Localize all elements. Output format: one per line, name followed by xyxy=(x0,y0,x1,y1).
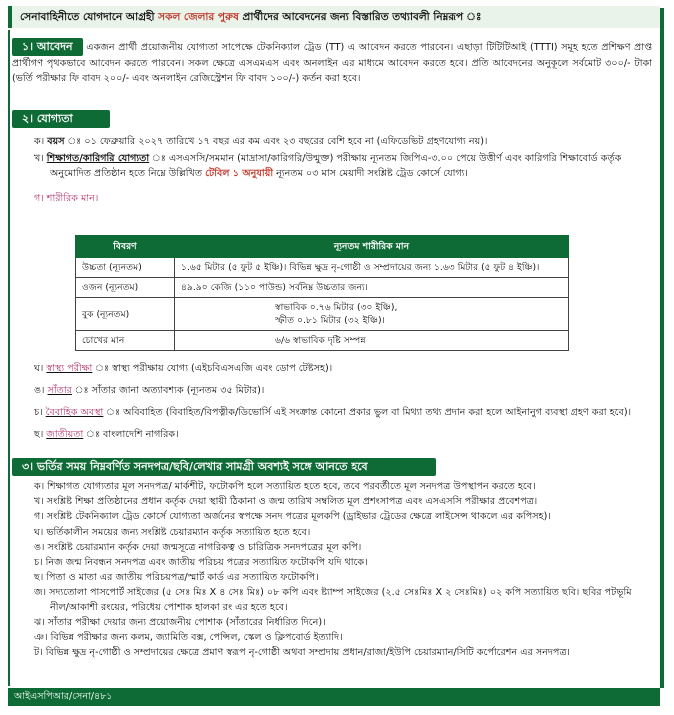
application-text: একজন প্রার্থী প্রয়োজনীয় যোগ্যতা সাপেক্ষে টেকনিক্যাল ট্রেড (TT) এ আবেদন করতে পারবেন। এছাড়া টিটিটিআই (TTTI) সমূহ হতে প্রশিক্ষণ প্রাপ্ত প্রার্থীগণ পৃথকভাবে আবেদন করতে পারবেন। সকল ক্ষেত্রে এসএমএস এবং অনলাইন এর মাধ্যমে আবেদন করতে হবে। প্রতি আবেদনের অনুকূলে সর্বমোট ৩০০/- টাকা (ভর্তি পরীক্ষার ফি বাবদ ২০০/- এবং অনলাইন রেজিস্ট্রেশন ফি বাবদ ১০০/-) কর্তন করা হবে। xyxy=(12,42,652,84)
education-item xyxy=(34,151,652,181)
swimming-item xyxy=(34,383,652,398)
row-value: ৪৯.৯০ কেজি (১১০ পাউন্ড) সর্বনিম্ন উচ্চতার জন্য। xyxy=(175,278,569,298)
swimming-key: সাঁতার xyxy=(47,385,72,396)
row-value: ১.৬৫ মিটার (৫ ফুট ৫ ইঞ্চি)। বিভিন্ন ক্ষুদ্র নৃ-গোষ্ঠী ও সম্প্রদায়ের জন্য ১.৬৩ মিটার (৫ ফুট ৪ ইঞ্চি)। xyxy=(175,258,569,278)
right-border xyxy=(660,8,664,688)
table-head-standard: ন্যূনতম শারীরিক মান xyxy=(175,236,569,258)
row-value: স্বাভাবিক ০.৭৬ মিটার (৩০ ইঞ্চি), স্ফীত ০.৮১ মিটার (৩২ ইঞ্চি)। xyxy=(175,298,569,331)
health-item xyxy=(34,361,652,376)
table-head-description: বিবরণ xyxy=(76,236,175,258)
footer-reference: আইএসপিআর/সেনা/৪৮১ xyxy=(8,688,660,706)
left-border xyxy=(8,30,10,686)
age-item xyxy=(34,134,652,149)
table-reference: টেবিল ১ অনুযায়ী xyxy=(205,168,274,179)
education-text-2: ন্যূনতম ০৩ মাস মেয়াদী সংশ্লিষ্ট ট্রেড কোর্সে যোগ্য। xyxy=(273,168,468,179)
nationality-text: ঃ বাংলাদেশি নাগরিক। xyxy=(83,429,179,440)
section-2-title: ২। যোগ্যতা xyxy=(12,110,110,128)
table-row xyxy=(76,331,569,351)
section-3-title: ৩। ভর্তির সময় নিম্নবর্ণিত সনদপত্র/ছবি/লেখার সামগ্রী অবশ্যই সঙ্গে আনতে হবে xyxy=(12,458,436,476)
section-documents xyxy=(12,458,652,661)
documents-list xyxy=(12,480,652,660)
age-prefix: ক। xyxy=(34,136,48,147)
list-item: ছ। পিতা ও মাতা এর জাতীয় পরিচয়পত্র/স্মার্ট কার্ড এর সত্যায়িত ফটোকপি। xyxy=(34,572,319,584)
list-item: ঙ। সংশ্লিষ্ট চেয়ারম্যান কর্তৃক দেয়া জন্মসূত্রে নাগরিকত্ব ও চারিত্রিক সনদপত্রের মূল কপি। xyxy=(34,541,362,553)
physical-standard-label: গ। শারীরিক মান। xyxy=(34,193,99,204)
age-key: বয়স xyxy=(47,136,65,147)
table-row xyxy=(76,278,569,298)
swimming-text: ঃ সাঁতার জানা অত্যাবশ্যক (ন্যূনতম ৩৫ মিটার)। xyxy=(71,385,265,396)
list-item: গ। সংশ্লিষ্ট টেকনিক্যাল ট্রেড কোর্সে যোগ্যতা অর্জনের স্বপক্ষে সনদ পত্রের মূলকপি (ড্রাইভার ট্রেডের ক্ষেত্রে লাইসেন্স থাকলে এর কপিসহ)। xyxy=(34,511,551,523)
row-label: বুক (ন্যূনতম) xyxy=(76,298,175,331)
table-row xyxy=(76,258,569,278)
education-prefix: খ। xyxy=(34,153,47,164)
nationality-key: জাতীয়তা xyxy=(46,429,84,440)
health-prefix: ঘ। xyxy=(34,363,47,374)
list-item: ঞ। বিভিন্ন পরীক্ষার জন্য কলম, জ্যামিতি বক্স, পেন্সিল, স্কেল ও ক্লিপবোর্ড ইত্যাদি। xyxy=(34,632,343,644)
marital-key: বৈবাহিক অবস্থা xyxy=(45,407,104,418)
list-item: ঘ। ভর্তিকালীন সময়ের জন্য সংশ্লিষ্ট চেয়ারম্যান কর্তৃক সত্যায়িত হতে হবে। xyxy=(34,526,311,538)
education-text-1: ঃ এসএসসি/সমমান (মাদ্রাসা/কারিগরি/উন্মুক্ত) পরীক্ষায় ন্যূনতম জিপিএ-৩.০০ পেয়ে উত্তীর্ণ এবং কারিগরি শিক্ষাবোর্ড কর্তৃক অনুমোদিত প্রতিষ্ঠান হতে নিম্নে উল্লিখিত xyxy=(50,153,622,179)
list-item: ট। বিভিন্ন ক্ষুদ্র নৃ-গোষ্ঠী ও সম্প্রদায়ের ক্ষেত্রে প্রমাণ স্বরূপ নৃ-গোষ্ঠী অথবা সম্প্রদায় প্রধান/রাজা/ইউপি চেয়ারম্যান/সিটি কর্পোরেশন এর সনদপত্র। xyxy=(34,647,570,659)
row-label: ওজন (ন্যূনতম) xyxy=(76,278,175,298)
row-label: উচ্চতা (ন্যূনতম) xyxy=(76,258,175,278)
age-text: ঃ ০১ ফেব্রুয়ারি ২০২৭ তারিখে ১৭ বছর এর কম এবং ২৩ বছরের বেশি হবে না (এফিডেভিট গ্রহণযোগ্য নয়)। xyxy=(64,136,488,147)
marital-item xyxy=(34,405,652,420)
health-text: ঃ স্বাস্থ্য পরীক্ষায় যোগ্য (এইচবিএসএজি এবং ডোপ টেষ্টসহ)। xyxy=(92,363,333,374)
physical-standard-table xyxy=(75,235,569,351)
header-highlight: সকল জেলার পুরুষ xyxy=(158,11,239,23)
section-application xyxy=(12,38,652,86)
header-intro: সেনাবাহিনীতে যোগদানে আগ্রহী xyxy=(20,11,159,23)
row-label: চোখের মান xyxy=(76,331,175,351)
row-value: ৬/৬ স্বাভাবিক দৃষ্টি সম্পন্ন xyxy=(175,331,569,351)
header-rest: প্রার্থীদের আবেদনের জন্য বিস্তারিত তথ্যাবলী নিম্নরূপ ঃ xyxy=(238,11,482,23)
nationality-prefix: ছ। xyxy=(34,429,47,440)
application-paragraph xyxy=(12,38,652,86)
list-item: ঝ। সাঁতার পরীক্ষা দেয়ার জন্য প্রয়োজনীয় পোশাক (সাঁতারের নির্ধারিত দিনে)। xyxy=(34,616,326,628)
table-row xyxy=(76,298,569,331)
list-item: চ। নিজ জন্ম নিবন্ধন সনদপত্র এবং জাতীয় পরিচয় পত্রের সত্যায়িত ফটোকপি যদি থাকে। xyxy=(34,557,368,569)
list-item: জ। সদ্যতোলা পাসপোর্ট সাইজের (৫ সেঃ মিঃ X ৪ সেঃ মিঃ) ০৮ কপি এবং ষ্ট্যাম্প সাইজের (২.৫ সেঃমিঃ X ২ সেঃমিঃ) ০২ কপি সত্যায়িত ছবি। ছবির পটভূমি নীল/আকাশী রংয়ের, পরিধেয় পোশাক হালকা রং এর হতে হবে। xyxy=(34,587,632,613)
health-key: স্বাস্থ্য পরীক্ষা xyxy=(46,363,93,374)
nationality-item xyxy=(34,427,652,442)
marital-text: ঃ অবিবাহিত (বিবাহিত/বিপত্নীক/ডিভোর্সি এই সংক্রান্ত কোনো প্রকার ভুল বা মিথ্যা তথ্য প্রদান করা হলে আইনানুগ ব্যবস্থা গ্রহণ করা হবে)। xyxy=(103,407,631,418)
marital-prefix: চ। xyxy=(34,407,46,418)
education-key: শিক্ষাগত/কারিগরি যোগ্যতা xyxy=(46,153,150,164)
swimming-prefix: ঙ। xyxy=(34,385,48,396)
list-item: খ। সংশ্লিষ্ট শিক্ষা প্রতিষ্ঠানের প্রধান কর্তৃক দেয়া স্থায়ী ঠিকানা ও জন্ম তারিখ সম্বলিত মূল প্রশংসাপত্র এবং এসএসসি পরীক্ষার প্রবেশপত্র। xyxy=(34,496,538,508)
section-eligibility-cont xyxy=(12,359,652,444)
notice-header xyxy=(8,6,660,28)
list-item: ক। শিক্ষাগত যোগ্যতার মূল সনদপত্র/ মার্কশীট, ফটোকপি হলে সত্যায়িত হতে হবে, তবে পরবর্তীতে মূল সনদপত্র উপস্থাপন করতে হবে। xyxy=(34,481,536,492)
section-1-title: ১। আবেদন xyxy=(12,38,83,56)
section-eligibility xyxy=(12,110,652,208)
